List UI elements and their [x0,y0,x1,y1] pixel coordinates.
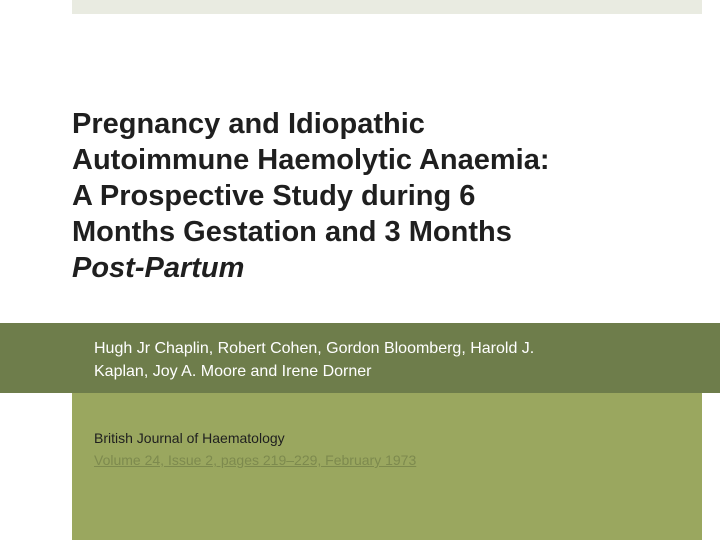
volume-issue-link[interactable]: Volume 24, Issue 2, pages 219–229, February 1973 [94,452,417,468]
top-decorative-strip [72,0,702,14]
authors-line-2: Kaplan, Joy A. Moore and Irene Dorner [94,363,372,380]
journal-name: British Journal of Haematology [94,430,285,446]
slide-title [72,106,702,286]
authors-line-1: Hugh Jr Chaplin, Robert Cohen, Gordon Bloomberg, Harold J. [94,340,535,357]
author-list [94,337,694,383]
title-line-3: A Prospective Study during 6 [72,180,476,212]
citation-panel [72,393,702,540]
title-line-1: Pregnancy and Idiopathic [72,108,425,140]
title-line-5-italic: Post-Partum [72,252,245,284]
title-line-2: Autoimmune Haemolytic Anaemia: [72,144,550,176]
title-line-4: Months Gestation and 3 Months [72,216,512,248]
